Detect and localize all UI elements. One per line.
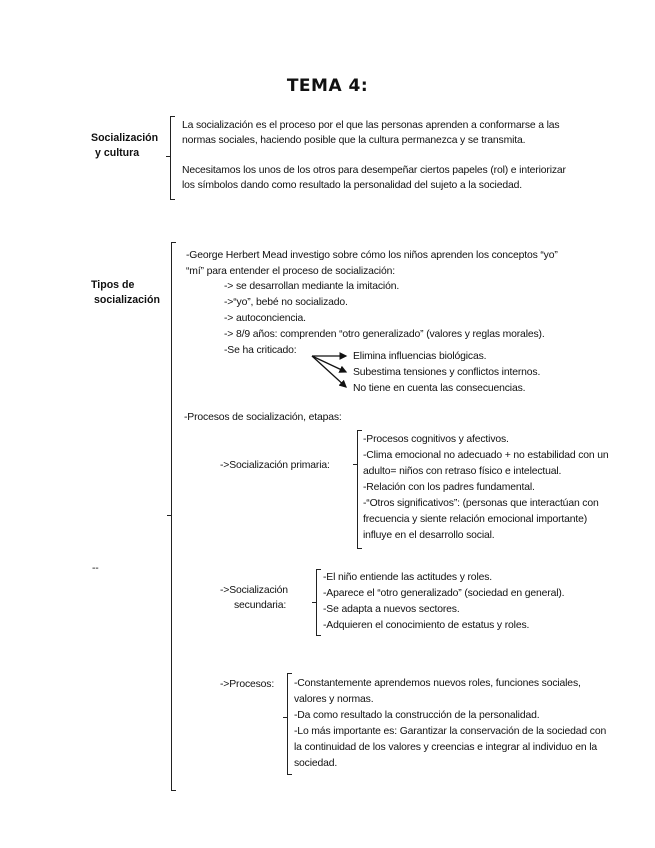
criticado-label: -Se ha criticado: (224, 345, 297, 356)
secundaria-label-line2: secundaria: (234, 600, 287, 611)
primaria-label: ->Socialización primaria: (220, 460, 330, 471)
critica-item: Subestima tensiones y conflictos internos. (353, 367, 541, 378)
primaria-item: -Clima emocional no adecuado + no estabilidad con un (363, 450, 609, 461)
secundaria-label-line1: ->Socialización (220, 585, 288, 596)
procesos-heading: -Procesos de socialización, etapas: (184, 412, 342, 423)
primaria-item: adulto= niños con retraso físico e intelectual. (363, 466, 562, 477)
paragraph-definition-line2: normas sociales, haciendo posible que la cultura permanezca y se transmita. (182, 135, 526, 146)
mead-point: -> 8/9 años: comprenden “otro generalizado” (valores y reglas morales). (224, 329, 545, 340)
arrow-line (312, 356, 346, 372)
secundaria-item: -Aparece el “otro generalizado” (sociedad en general). (323, 588, 565, 599)
brace-tick (353, 464, 357, 465)
primaria-item: -Relación con los padres fundamental. (363, 482, 535, 493)
procesos-item: -Lo más importante es: Garantizar la conservación de la sociedad con (294, 726, 607, 737)
primaria-item: frecuencia y siente relación emocional importante) (363, 514, 588, 525)
primaria-item: influye en el desarrollo social. (363, 530, 495, 541)
arrow-line (312, 356, 346, 387)
paragraph-roles-line1: Necesitamos los unos de los otros para desempeñar ciertos papeles (rol) e interiorizar (182, 165, 566, 176)
brace-tick (312, 602, 316, 603)
primaria-brace (357, 430, 362, 549)
secundaria-item: -Se adapta a nuevos sectores. (323, 604, 460, 615)
mead-line2: “mí” para entender el proceso de socialización: (186, 266, 395, 277)
mead-line1: -George Herbert Mead investigo sobre cómo los niños aprenden los conceptos “yo” (186, 250, 558, 261)
section-label-socializacion-line2: y cultura (95, 147, 140, 159)
mead-point: ->“yo”, bebé no socializado. (224, 297, 348, 308)
section-label-tipos-line1: Tipos de (91, 279, 135, 291)
page-title: TEMA 4: (286, 76, 369, 96)
mead-point: -> autoconciencia. (224, 313, 306, 324)
mead-point: -> se desarrollan mediante la imitación. (224, 281, 400, 292)
secundaria-item: -Adquieren el conocimiento de estatus y roles. (323, 620, 530, 631)
procesos-label: ->Procesos: (220, 679, 275, 690)
procesos-item: la continuidad de los valores y creencias e integrar al individuo en la (294, 742, 597, 753)
procesos-item: -Constantemente aprendemos nuevos roles, funciones sociales, (294, 678, 581, 689)
critica-item: Elimina influencias biológicas. (353, 351, 487, 362)
primaria-item: -Procesos cognitivos y afectivos. (363, 434, 509, 445)
paragraph-definition-line1: La socialización es el proceso por el que las personas aprenden a conformarse a las (182, 120, 560, 131)
secundaria-brace (316, 569, 321, 636)
critica-item: No tiene en cuenta las consecuencias. (353, 383, 526, 394)
secundaria-item: -El niño entiende las actitudes y roles. (323, 572, 493, 583)
procesos-brace (287, 673, 292, 775)
brace-tick (283, 717, 287, 718)
paragraph-roles-line2: los símbolos dando como resultado la personalidad del sujeto a la sociedad. (182, 180, 522, 191)
procesos-item: valores y normas. (294, 694, 374, 705)
section-label-tipos-line2: socialización (94, 294, 160, 306)
section-label-socializacion-line1: Socialización (91, 132, 159, 144)
procesos-item: sociedad. (294, 758, 338, 769)
procesos-item: -Da como resultado la construcción de la personalidad. (294, 710, 540, 721)
stray-mark: -- (92, 563, 99, 574)
primaria-item: -“Otros significativos”: (personas que interactúan con (363, 498, 599, 509)
